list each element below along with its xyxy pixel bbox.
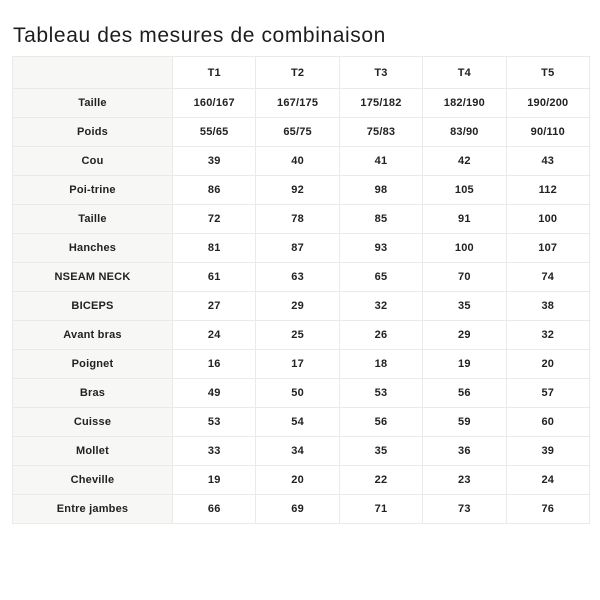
value-cell: 50	[256, 379, 339, 408]
table-row	[13, 234, 590, 263]
value-cell: 56	[423, 379, 506, 408]
value-cell: 19	[173, 466, 256, 495]
table-header	[13, 57, 590, 89]
table-row	[13, 437, 590, 466]
value-cell: 61	[173, 263, 256, 292]
value-cell: 53	[173, 408, 256, 437]
table-row	[13, 321, 590, 350]
table-row	[13, 379, 590, 408]
row-label: NSEAM NECK	[13, 263, 173, 292]
page-title: Tableau des mesures de combinaison	[13, 24, 386, 47]
row-label: Poids	[13, 118, 173, 147]
value-cell: 182/190	[423, 89, 506, 118]
value-cell: 87	[256, 234, 339, 263]
value-cell: 90/110	[506, 118, 589, 147]
value-cell: 25	[256, 321, 339, 350]
table-row	[13, 205, 590, 234]
value-cell: 175/182	[339, 89, 422, 118]
value-cell: 17	[256, 350, 339, 379]
value-cell: 60	[506, 408, 589, 437]
table-body	[13, 89, 590, 524]
value-cell: 22	[339, 466, 422, 495]
table-row	[13, 466, 590, 495]
value-cell: 19	[423, 350, 506, 379]
column-header: T4	[423, 57, 506, 89]
corner-cell	[13, 57, 173, 89]
value-cell: 59	[423, 408, 506, 437]
value-cell: 40	[256, 147, 339, 176]
value-cell: 34	[256, 437, 339, 466]
value-cell: 39	[173, 147, 256, 176]
table-row	[13, 263, 590, 292]
table-row	[13, 408, 590, 437]
value-cell: 24	[173, 321, 256, 350]
value-cell: 69	[256, 495, 339, 524]
value-cell: 100	[423, 234, 506, 263]
column-header: T1	[173, 57, 256, 89]
value-cell: 33	[173, 437, 256, 466]
value-cell: 160/167	[173, 89, 256, 118]
value-cell: 63	[256, 263, 339, 292]
value-cell: 57	[506, 379, 589, 408]
value-cell: 107	[506, 234, 589, 263]
value-cell: 29	[423, 321, 506, 350]
header-row	[13, 57, 590, 89]
row-label: Taille	[13, 89, 173, 118]
value-cell: 38	[506, 292, 589, 321]
table-row	[13, 118, 590, 147]
table-row	[13, 495, 590, 524]
value-cell: 23	[423, 466, 506, 495]
value-cell: 83/90	[423, 118, 506, 147]
table-row	[13, 89, 590, 118]
row-label: Bras	[13, 379, 173, 408]
value-cell: 43	[506, 147, 589, 176]
value-cell: 91	[423, 205, 506, 234]
value-cell: 42	[423, 147, 506, 176]
table-row	[13, 147, 590, 176]
table-row	[13, 350, 590, 379]
table-row	[13, 292, 590, 321]
value-cell: 53	[339, 379, 422, 408]
value-cell: 105	[423, 176, 506, 205]
row-label: Cou	[13, 147, 173, 176]
row-label: Hanches	[13, 234, 173, 263]
value-cell: 112	[506, 176, 589, 205]
value-cell: 71	[339, 495, 422, 524]
value-cell: 98	[339, 176, 422, 205]
value-cell: 36	[423, 437, 506, 466]
value-cell: 35	[339, 437, 422, 466]
value-cell: 100	[506, 205, 589, 234]
row-label: BICEPS	[13, 292, 173, 321]
value-cell: 26	[339, 321, 422, 350]
row-label: Cuisse	[13, 408, 173, 437]
row-label: Entre jambes	[13, 495, 173, 524]
measurement-table	[12, 56, 590, 524]
value-cell: 86	[173, 176, 256, 205]
value-cell: 73	[423, 495, 506, 524]
value-cell: 49	[173, 379, 256, 408]
column-header: T5	[506, 57, 589, 89]
value-cell: 93	[339, 234, 422, 263]
value-cell: 35	[423, 292, 506, 321]
value-cell: 81	[173, 234, 256, 263]
value-cell: 78	[256, 205, 339, 234]
value-cell: 24	[506, 466, 589, 495]
value-cell: 65/75	[256, 118, 339, 147]
value-cell: 74	[506, 263, 589, 292]
row-label: Avant bras	[13, 321, 173, 350]
value-cell: 167/175	[256, 89, 339, 118]
value-cell: 85	[339, 205, 422, 234]
value-cell: 41	[339, 147, 422, 176]
row-label: Taille	[13, 205, 173, 234]
row-label: Cheville	[13, 466, 173, 495]
value-cell: 65	[339, 263, 422, 292]
column-header: T3	[339, 57, 422, 89]
value-cell: 20	[256, 466, 339, 495]
value-cell: 72	[173, 205, 256, 234]
value-cell: 76	[506, 495, 589, 524]
value-cell: 29	[256, 292, 339, 321]
value-cell: 190/200	[506, 89, 589, 118]
value-cell: 16	[173, 350, 256, 379]
value-cell: 32	[506, 321, 589, 350]
value-cell: 66	[173, 495, 256, 524]
value-cell: 92	[256, 176, 339, 205]
row-label: Mollet	[13, 437, 173, 466]
value-cell: 75/83	[339, 118, 422, 147]
value-cell: 27	[173, 292, 256, 321]
value-cell: 39	[506, 437, 589, 466]
value-cell: 56	[339, 408, 422, 437]
value-cell: 70	[423, 263, 506, 292]
row-label: Poi-trine	[13, 176, 173, 205]
table-row	[13, 176, 590, 205]
column-header: T2	[256, 57, 339, 89]
value-cell: 32	[339, 292, 422, 321]
value-cell: 55/65	[173, 118, 256, 147]
value-cell: 18	[339, 350, 422, 379]
value-cell: 20	[506, 350, 589, 379]
value-cell: 54	[256, 408, 339, 437]
row-label: Poignet	[13, 350, 173, 379]
